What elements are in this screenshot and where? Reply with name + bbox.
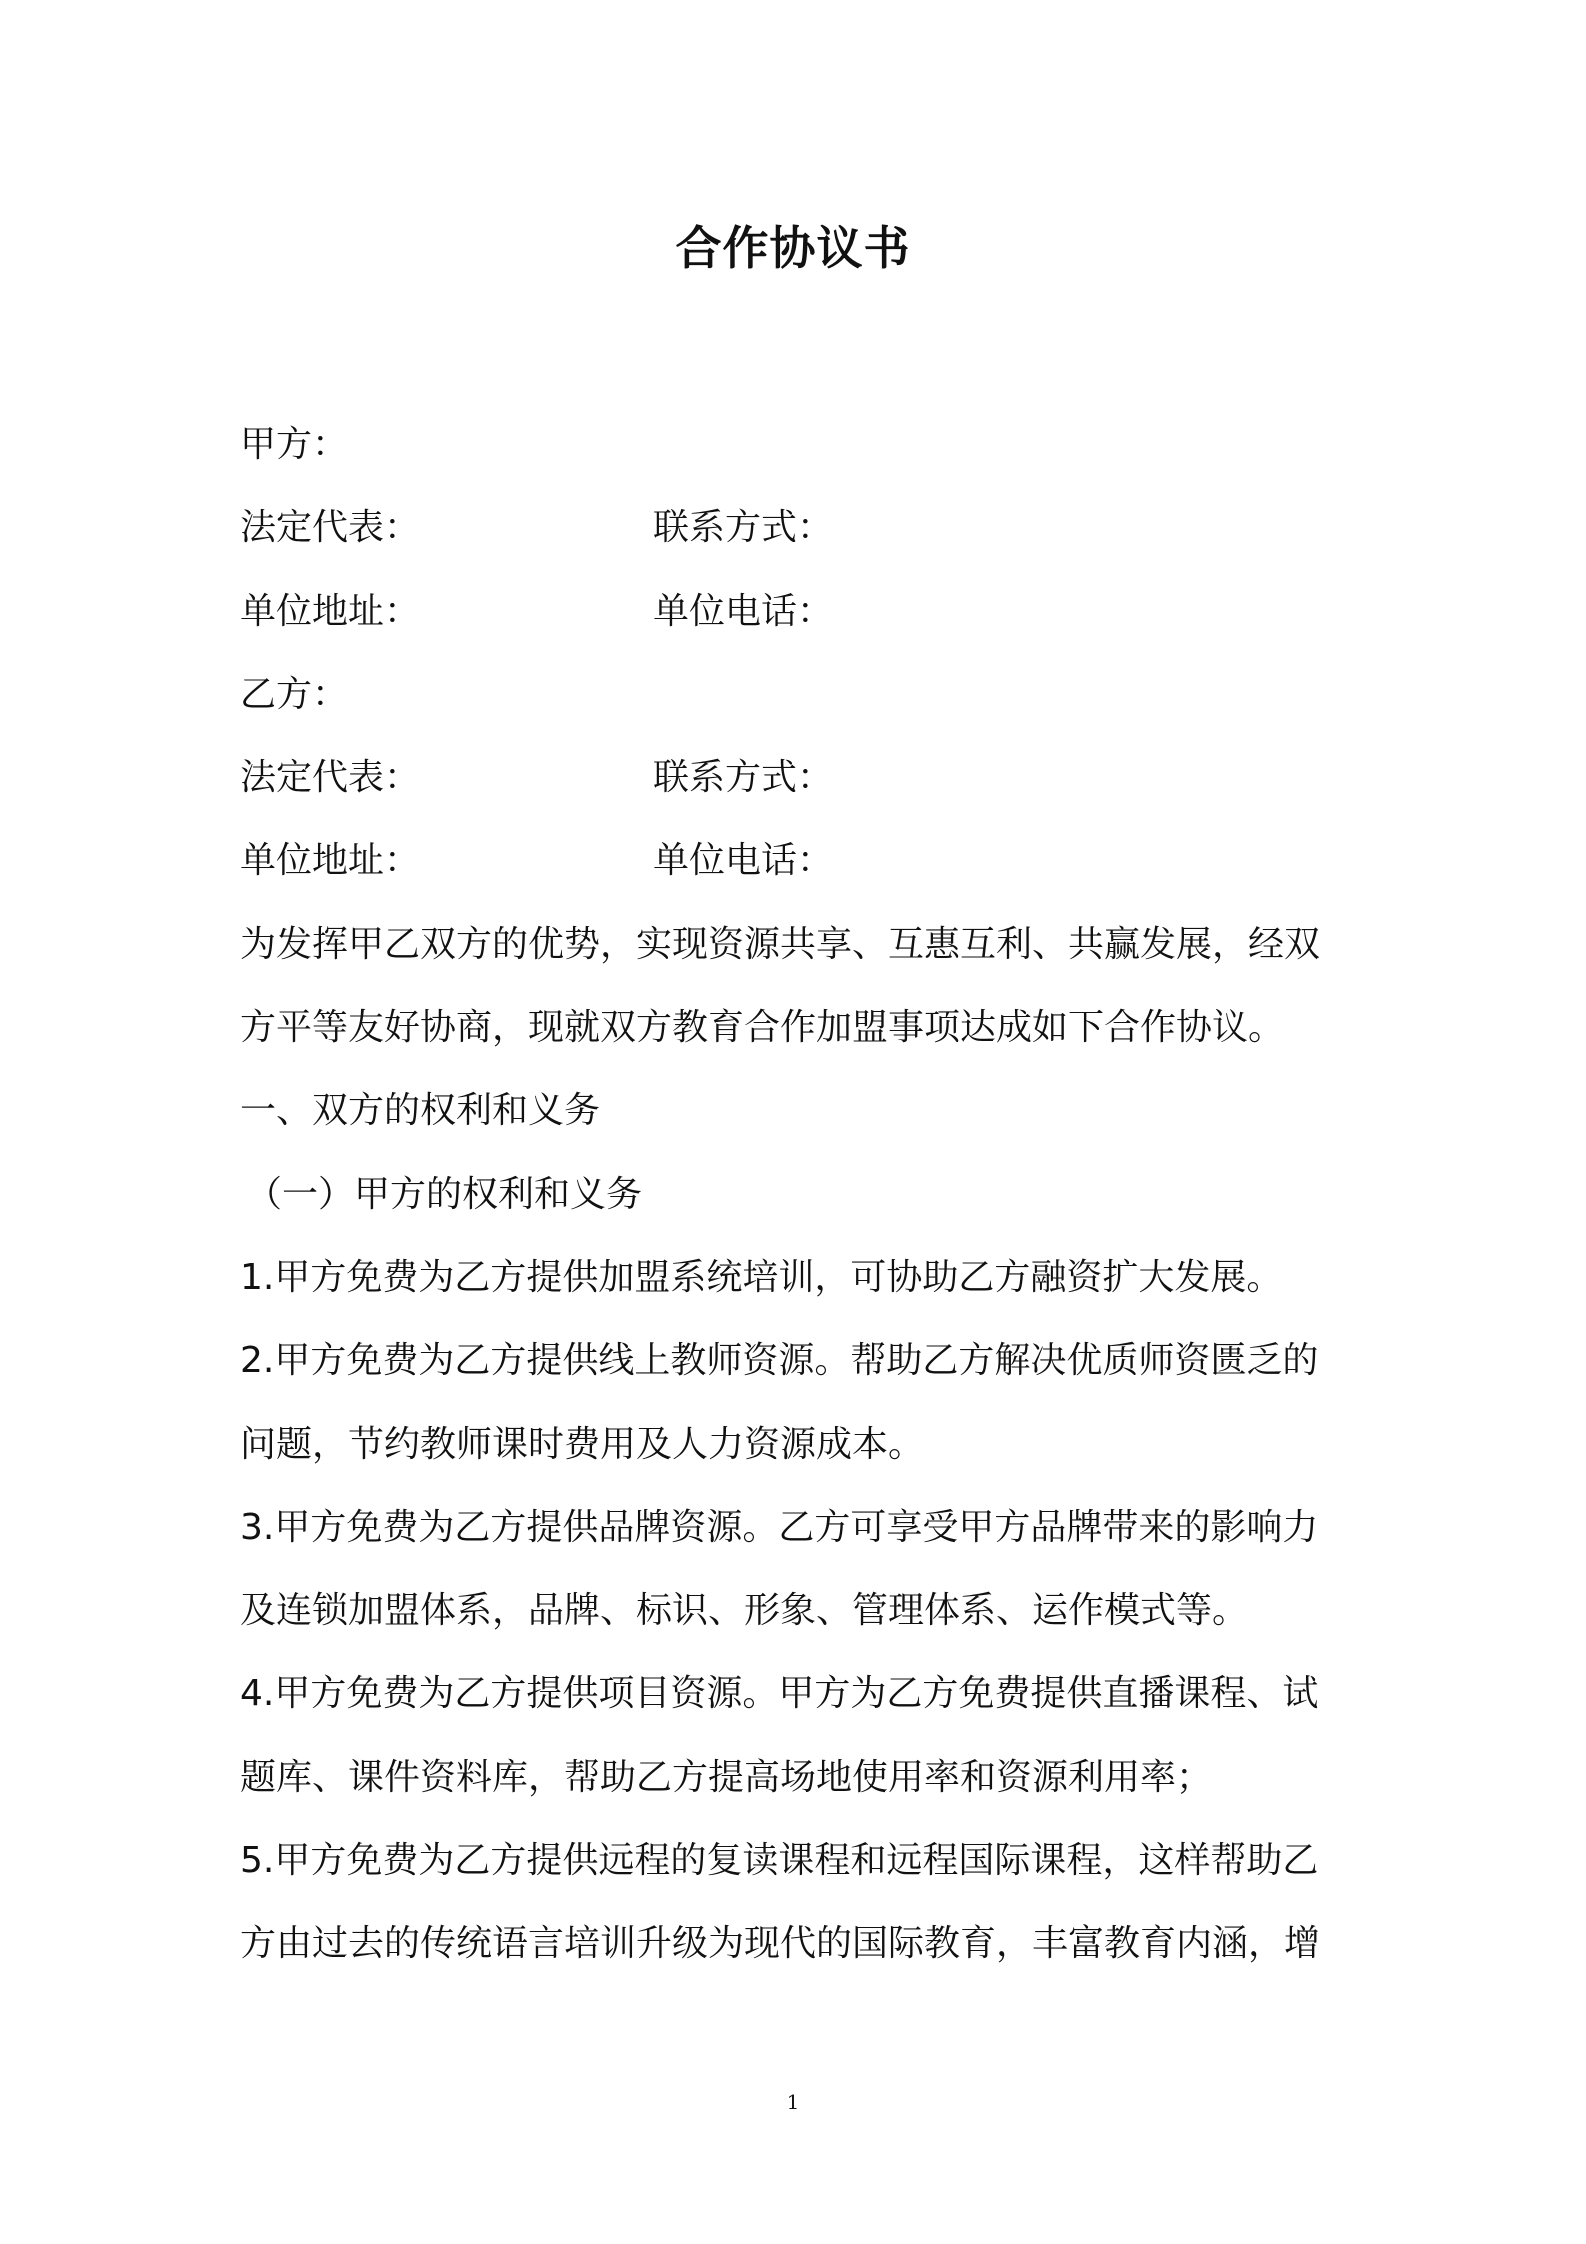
party-b-contact: 联系方式： <box>653 757 834 799</box>
party-a-contact: 联系方式： <box>653 507 834 549</box>
clause-line: 2.甲方免费为乙方提供线上教师资源。帮助乙方解决优质师资匮乏的 <box>240 1340 1319 1382</box>
party-b-legal-rep: 法定代表： <box>240 757 421 799</box>
clause-line: 1.甲方免费为乙方提供加盟系统培训，可协助乙方融资扩大发展。 <box>240 1256 1283 1298</box>
clause-line: 4.甲方免费为乙方提供项目资源。甲方为乙方免费提供直播课程、试 <box>240 1673 1319 1715</box>
clause-line: 及连锁加盟体系，品牌、标识、形象、管理体系、运作模式等。 <box>240 1590 1249 1632</box>
party-a-address: 单位地址： <box>240 590 421 632</box>
document-title: 合作协议书 <box>675 221 911 275</box>
section-heading: 一、双方的权利和义务 <box>240 1090 601 1132</box>
document-body <box>240 403 1360 1986</box>
clause-line: 问题，节约教师课时费用及人力资源成本。 <box>240 1423 925 1465</box>
party-a-legal-rep: 法定代表： <box>240 507 421 549</box>
clause-line: 5.甲方免费为乙方提供远程的复读课程和远程国际课程，这样帮助乙 <box>240 1840 1319 1882</box>
clause-line: 题库、课件资料库，帮助乙方提高场地使用率和资源利用率； <box>240 1756 1213 1798</box>
clause-line: 3.甲方免费为乙方提供品牌资源。乙方可享受甲方品牌带来的影响力 <box>240 1506 1319 1548</box>
party-b-phone: 单位电话： <box>653 840 834 882</box>
party-a-row-rep-contact <box>240 486 1360 569</box>
party-b-label: 乙方： <box>240 673 349 715</box>
intro-line: 方平等友好协商，现就双方教育合作加盟事项达成如下合作协议。 <box>240 1007 1285 1049</box>
page-number: 1 <box>786 2090 800 2114</box>
party-b-row-address-phone <box>240 819 1360 902</box>
party-b-address: 单位地址： <box>240 840 421 882</box>
clause-line: 方由过去的传统语言培训升级为现代的国际教育，丰富教育内涵，增 <box>240 1923 1321 1965</box>
party-a-phone: 单位电话： <box>653 590 834 632</box>
party-b-row-rep-contact <box>240 736 1360 819</box>
subsection-heading: （一）甲方的权利和义务 <box>246 1173 643 1215</box>
party-a-row-address-phone <box>240 570 1360 653</box>
party-a-label: 甲方： <box>240 424 349 465</box>
intro-line: 为发挥甲乙双方的优势，实现资源共享、互惠互利、共赢发展，经双 <box>240 923 1321 965</box>
